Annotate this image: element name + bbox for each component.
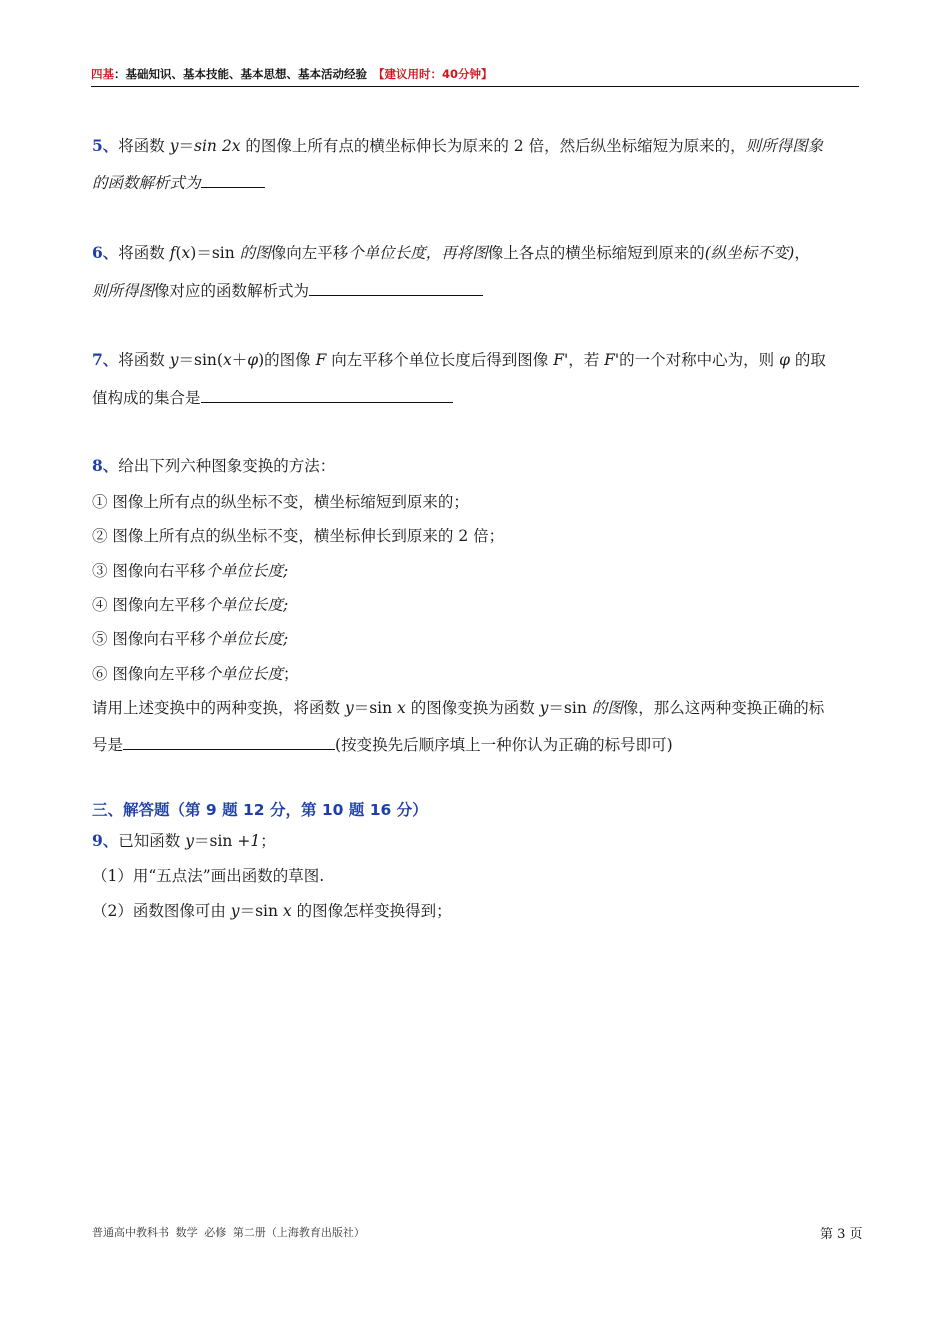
q8-ask-h: 的图 — [591, 699, 623, 717]
footer-book-title: 普通高中教科书 数学 必修 第二册（上海教育出版社） — [92, 1226, 365, 1239]
q8-instruction: (按变换先后顺序填上一种你认为正确的标号即可) — [335, 736, 673, 754]
q9-part2-x: x — [282, 902, 292, 920]
header-time: 【建议用时：40分钟】 — [373, 67, 493, 81]
q6-eq: )＝sin — [190, 244, 240, 262]
q8-option-5-b: 个单位长度; — [205, 630, 289, 648]
q8-question — [92, 698, 824, 718]
q6-paren: ( — [175, 244, 182, 262]
q7-var-y: y — [169, 351, 179, 369]
q6-line1 — [92, 243, 810, 263]
q7-plus: ＋ — [231, 351, 248, 369]
header-text: ：基础知识、基本技能、基本思想、基本活动经验 — [114, 67, 367, 81]
q6-answer-blank[interactable] — [309, 281, 483, 296]
q5-func: sin 2x — [194, 137, 241, 155]
q6-text: 将函数 — [118, 244, 170, 262]
q7-text6: 的取 — [789, 351, 826, 369]
q5-text2: 的图像上所有点的横坐标伸长为原来的 2 倍，然后纵坐标缩短为原来的， — [240, 137, 746, 155]
q9-semicolon: ； — [260, 832, 276, 850]
q8-option-6 — [92, 664, 298, 684]
q8-option-6-a: ⑥ 图像向左平移 — [92, 665, 206, 683]
q8-option-4-a: ④ 图像向左平移 — [92, 596, 206, 614]
q7-var-F-prime: F' — [553, 351, 569, 369]
q5-line2 — [92, 173, 265, 193]
q9-part2-e: 的图像怎样变换得到； — [291, 902, 452, 920]
q8-option-3-a: ③ 图像向右平移 — [92, 562, 206, 580]
q6-text7: 则所得图 — [92, 282, 155, 300]
q5-line1 — [92, 136, 823, 156]
q8-ask-sin: ＝sin — [353, 699, 398, 717]
q5-answer-blank[interactable] — [201, 173, 265, 188]
q7-number: 7、 — [92, 350, 119, 369]
q7-line1 — [92, 350, 826, 370]
q8-option-4-b: 个单位长度; — [205, 596, 289, 614]
q8-ask-i: 像，那么这两种变换正确的标 — [622, 699, 825, 717]
q5-text3: 则所得图象 — [745, 137, 824, 155]
q8-number: 8、 — [92, 456, 119, 475]
q7-answer-blank[interactable] — [201, 388, 453, 403]
q7-line2 — [92, 388, 453, 408]
q7-var-F-prime-2: F' — [604, 351, 620, 369]
q8-option-6-b: 个单位长度 — [205, 665, 283, 683]
q8-ask-x: x — [397, 699, 406, 717]
q8-option-4 — [92, 595, 288, 615]
q6-var-x: x — [181, 244, 191, 262]
q7-eq: ＝sin( — [178, 351, 223, 369]
q5-eq: ＝ — [178, 137, 195, 155]
q9-sin: ＝sin — [194, 832, 238, 850]
q8-option-5 — [92, 629, 288, 649]
q7-text5: 的一个对称中心为，则 — [619, 351, 780, 369]
q9-part2 — [92, 901, 452, 921]
q6-text5: 像上各点的横坐标缩短到原来的 — [487, 244, 705, 262]
q9-part1: （1）用“五点法”画出函数的草图. — [92, 867, 325, 885]
q6-text6: (纵坐标不变) — [704, 244, 795, 262]
q9-number: 9、 — [92, 831, 119, 850]
q5-text: 将函数 — [118, 137, 170, 155]
q8-option-5-a: ⑤ 图像向右平移 — [92, 630, 206, 648]
q9-var-y: y — [185, 832, 194, 850]
q8-ask-a: 请用上述变换中的两种变换，将函数 — [92, 699, 345, 717]
q8-option-3 — [92, 561, 288, 581]
q6-text2: 的图 — [239, 244, 271, 262]
q7-text3: 向左平移个单位长度后得到图像 — [326, 351, 554, 369]
q8-answer-line — [92, 735, 673, 755]
q9-part2-y: y — [230, 902, 240, 920]
q9-part2-sin: ＝sin — [239, 902, 283, 920]
q8-option-6-c: ； — [282, 665, 299, 683]
q7-text4: ，若 — [568, 351, 605, 369]
footer-page-number: 第 3 页 — [820, 1227, 863, 1242]
q6-line2 — [92, 281, 483, 301]
q6-text3: 像向左平移 — [270, 244, 349, 262]
q7-var-F: F — [315, 351, 327, 369]
q6-comma: ， — [794, 244, 810, 262]
q8-option-2: ② 图像上所有点的纵坐标不变，横坐标伸长到原来的 2 倍； — [92, 527, 505, 545]
q6-text4: 个单位长度，再将图 — [348, 244, 488, 262]
q8-prompt: 号是 — [92, 736, 124, 754]
q7-phi: φ — [247, 351, 259, 369]
q5-prompt: 的函数解析式为 — [92, 174, 201, 192]
section-3-title: 三、解答题（第 9 题 12 分，第 10 题 16 分） — [92, 801, 428, 819]
q9-part2-a: （2）函数图像可由 — [92, 902, 231, 920]
q8-ask-e: 的图像变换为函数 — [405, 699, 540, 717]
q7-text: 将函数 — [118, 351, 170, 369]
q9-text: 已知函数 — [118, 832, 186, 850]
header-divider — [91, 86, 859, 87]
q8-ask-sin2: ＝sin — [548, 699, 592, 717]
q5-number: 5、 — [92, 136, 119, 155]
q8-ask-y: y — [344, 699, 354, 717]
q6-number: 6、 — [92, 243, 119, 262]
q8-ask-y2: y — [539, 699, 549, 717]
q8-option-1: ① 图像上所有点的纵坐标不变，横坐标缩短到原来的； — [92, 493, 469, 511]
q8-intro-text: 给出下列六种图象变换的方法： — [118, 457, 336, 475]
q7-phi-2: φ — [779, 351, 790, 369]
q8-intro — [92, 456, 335, 476]
q8-option-3-b: 个单位长度; — [205, 562, 289, 580]
q9-line1 — [92, 831, 276, 851]
q7-text2: )的图像 — [258, 351, 316, 369]
q6-var-f: f — [169, 244, 176, 262]
q8-answer-blank[interactable] — [123, 735, 335, 750]
page-header — [91, 66, 859, 86]
q9-plus-one: +1 — [237, 832, 261, 850]
header-tag: 四基 — [91, 67, 114, 81]
q7-prompt: 值构成的集合是 — [92, 389, 201, 407]
q7-var-x: x — [222, 351, 232, 369]
q6-prompt: 像对应的函数解析式为 — [154, 282, 310, 300]
q5-var-y: y — [169, 137, 179, 155]
